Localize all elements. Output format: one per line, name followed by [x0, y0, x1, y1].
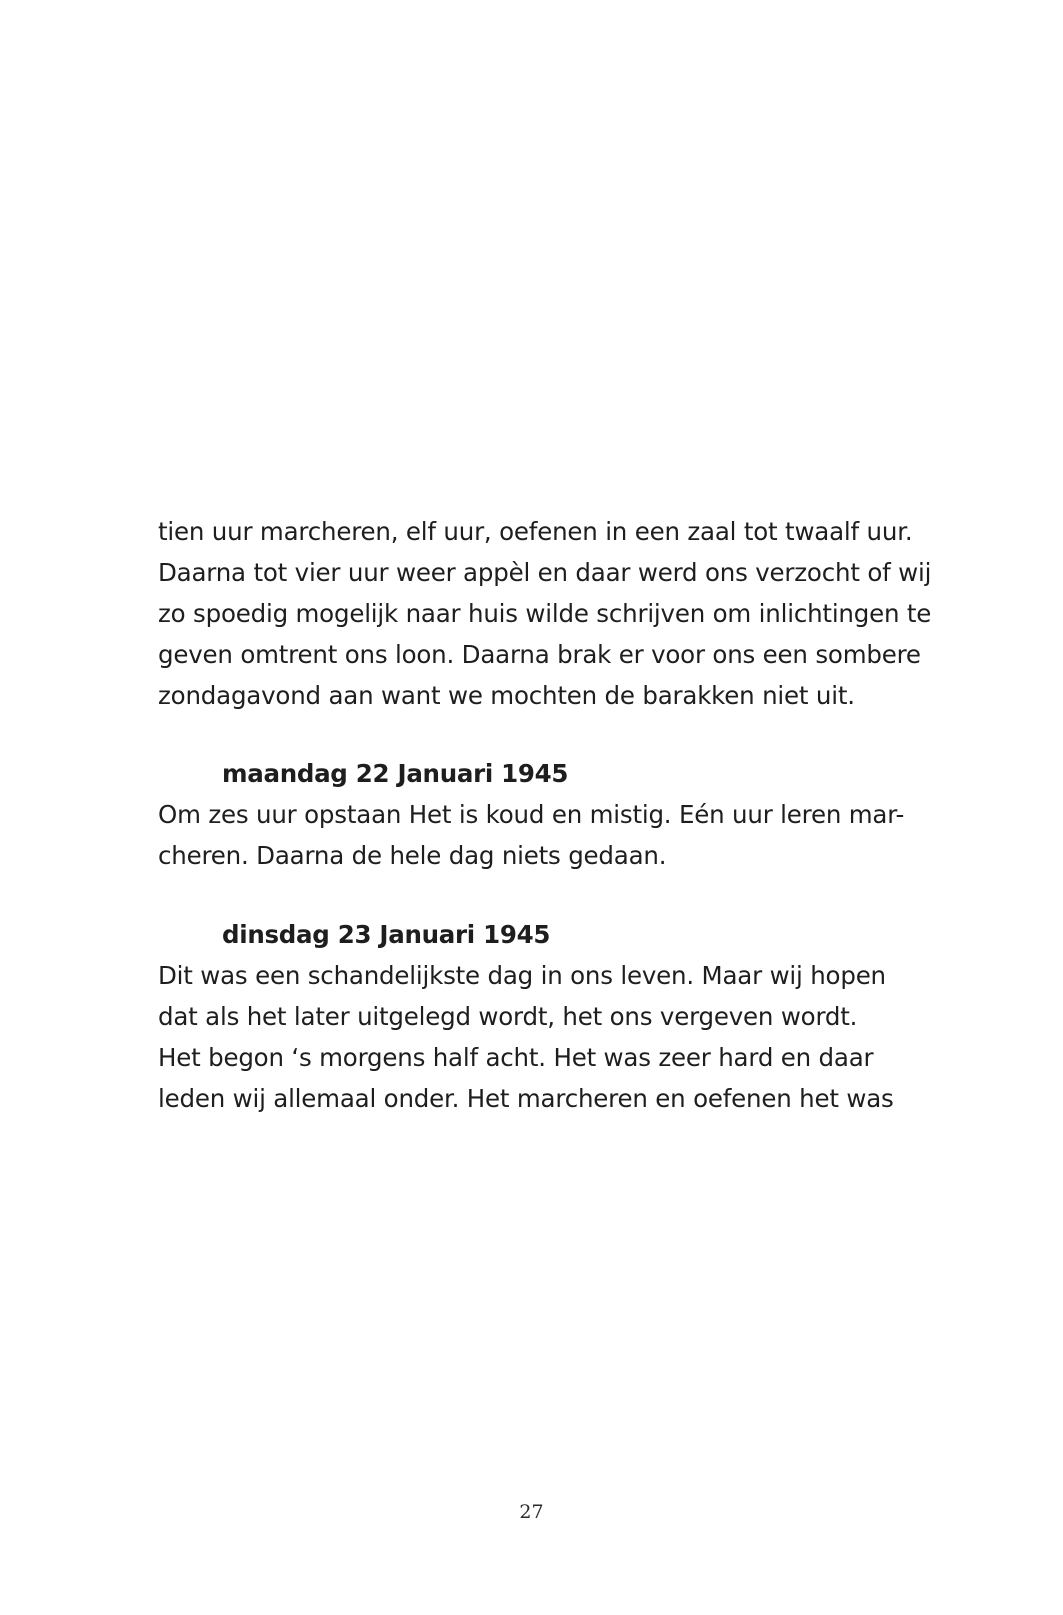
page-number: 27 [519, 1501, 544, 1523]
text-line: Dit was een schandelijkste dag in ons leven. Maar wij hopen [158, 961, 886, 990]
text-line: cheren. Daarna de hele dag niets gedaan. [158, 841, 667, 870]
text-line: Daarna tot vier uur weer appèl en daar werd ons verzocht of wij [158, 558, 932, 587]
text-line: tien uur marcheren, elf uur, oefenen in een zaal tot twaalf uur. [158, 517, 913, 546]
entry-date-heading: dinsdag 23 Januari 1945 [222, 920, 551, 949]
text-line: dat als het later uitgelegd wordt, het ons vergeven wordt. [158, 1002, 858, 1031]
entry-date-heading: maandag 22 Januari 1945 [222, 759, 569, 788]
diary-entry-22-january [158, 753, 918, 876]
text-line: Het begon ‘s morgens half acht. Het was zeer hard en daar [158, 1043, 874, 1072]
paragraph-continued [158, 511, 932, 716]
diary-entry-23-january [158, 914, 918, 1119]
text-line: Om zes uur opstaan Het is koud en mistig. Eén uur leren mar- [158, 800, 905, 829]
text-line: leden wij allemaal onder. Het marcheren en oefenen het was [158, 1084, 894, 1113]
text-line: geven omtrent ons loon. Daarna brak er voor ons een sombere [158, 640, 921, 669]
text-line: zondagavond aan want we mochten de barakken niet uit. [158, 681, 855, 710]
text-line: zo spoedig mogelijk naar huis wilde schrijven om inlichtingen te [158, 599, 932, 628]
